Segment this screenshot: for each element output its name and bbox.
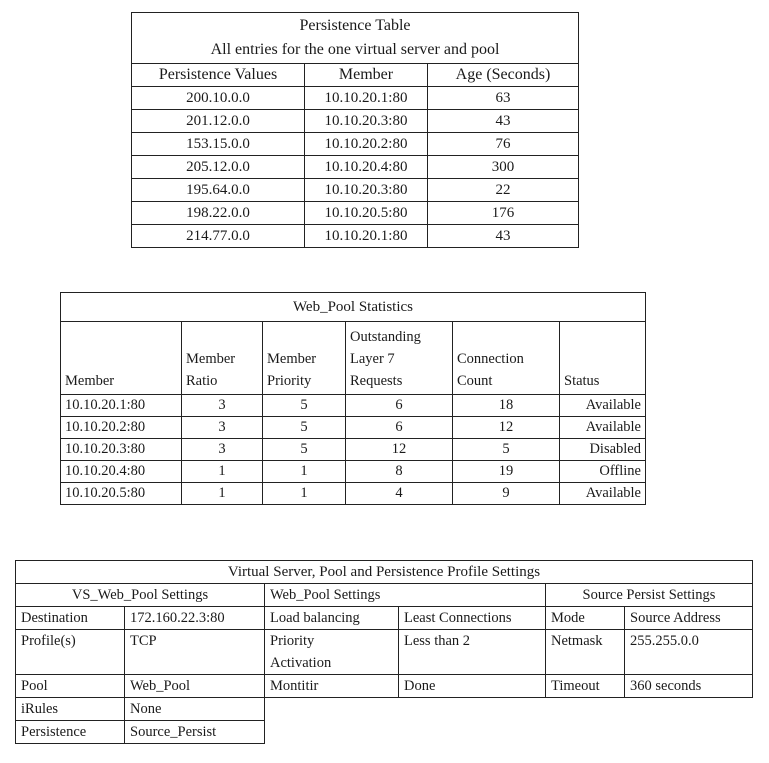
member-cell: 10.10.20.1:80 xyxy=(305,87,428,110)
member-cell: 10.10.20.5:80 xyxy=(61,483,182,505)
col-header-status xyxy=(560,322,646,395)
status-cell: Disabled xyxy=(560,439,646,461)
vs-settings-header: VS_Web_Pool Settings xyxy=(16,584,265,607)
outstanding-cell: 8 xyxy=(346,461,453,483)
persistence-value: 205.12.0.0 xyxy=(132,156,305,179)
col-header-member-ratio xyxy=(182,322,263,395)
profiles-value: TCP xyxy=(125,630,265,675)
ratio-cell: 3 xyxy=(182,417,263,439)
settings-table xyxy=(15,560,753,744)
mode-value: Source Address xyxy=(625,607,753,630)
priority-activation-label xyxy=(265,630,399,675)
persistence-value: Source_Persist xyxy=(125,721,265,744)
persistence-table xyxy=(131,12,579,248)
persistence-table-subtitle: All entries for the one virtual server and pool xyxy=(210,41,500,58)
col-header-text: Requests xyxy=(350,373,403,389)
status-cell: Available xyxy=(560,417,646,439)
col-header-status-text: Status xyxy=(564,373,600,389)
persistence-value: 201.12.0.0 xyxy=(132,110,305,133)
age-cell: 300 xyxy=(428,156,579,179)
col-header-age: Age (Seconds) xyxy=(428,64,579,87)
irules-value: None xyxy=(125,698,265,721)
table-row xyxy=(132,179,579,202)
load-balancing-value: Least Connections xyxy=(399,607,546,630)
status-cell: Offline xyxy=(560,461,646,483)
col-header-member-text: Member xyxy=(65,373,115,389)
col-header-member xyxy=(61,322,182,395)
col-header-text: Ratio xyxy=(186,373,218,389)
outstanding-cell: 6 xyxy=(346,395,453,417)
table-row xyxy=(132,133,579,156)
connection-cell: 19 xyxy=(453,461,560,483)
table-row xyxy=(132,225,579,248)
member-cell: 10.10.20.3:80 xyxy=(305,179,428,202)
col-header-member-priority xyxy=(263,322,346,395)
priority-cell: 1 xyxy=(263,461,346,483)
member-cell: 10.10.20.5:80 xyxy=(305,202,428,225)
col-header-outstanding-requests xyxy=(346,322,453,395)
irules-label: iRules xyxy=(16,698,125,721)
member-cell: 10.10.20.2:80 xyxy=(61,417,182,439)
ratio-cell: 1 xyxy=(182,461,263,483)
priority-cell: 1 xyxy=(263,483,346,505)
persistence-value: 200.10.0.0 xyxy=(132,87,305,110)
netmask-label: Netmask xyxy=(546,630,625,675)
col-header-text: Priority xyxy=(267,373,312,389)
monitor-label: Montitir xyxy=(265,675,399,698)
persistence-value: 153.15.0.0 xyxy=(132,133,305,156)
col-header-text: Connection xyxy=(457,351,524,367)
table-row xyxy=(132,156,579,179)
timeout-value: 360 seconds xyxy=(625,675,753,698)
pool-statistics-body xyxy=(61,395,646,505)
destination-label: Destination xyxy=(16,607,125,630)
table-row xyxy=(61,483,646,505)
outstanding-cell: 6 xyxy=(346,417,453,439)
table-row xyxy=(132,110,579,133)
persistence-label: Persistence xyxy=(16,721,125,744)
col-header-text: Outstanding xyxy=(350,329,421,345)
timeout-label: Timeout xyxy=(546,675,625,698)
settings-title: Virtual Server, Pool and Persistence Profile Settings xyxy=(16,561,753,584)
blank-cell xyxy=(265,721,753,744)
table-row xyxy=(132,87,579,110)
table-row xyxy=(61,395,646,417)
persistence-table-body xyxy=(132,87,579,248)
ratio-cell: 3 xyxy=(182,439,263,461)
connection-cell: 12 xyxy=(453,417,560,439)
age-cell: 76 xyxy=(428,133,579,156)
status-cell: Available xyxy=(560,395,646,417)
member-cell: 10.10.20.3:80 xyxy=(61,439,182,461)
status-cell: Available xyxy=(560,483,646,505)
priority-activation-label-line: Priority xyxy=(270,633,315,649)
table-row xyxy=(132,202,579,225)
table-row xyxy=(61,439,646,461)
col-header-connection-count xyxy=(453,322,560,395)
col-header-text: Member xyxy=(267,351,317,367)
pool-settings-header: Web_Pool Settings xyxy=(265,584,546,607)
age-cell: 176 xyxy=(428,202,579,225)
persist-settings-header: Source Persist Settings xyxy=(546,584,753,607)
pool-label: Pool xyxy=(16,675,125,698)
blank-cell xyxy=(265,698,753,721)
destination-value: 172.160.22.3:80 xyxy=(125,607,265,630)
outstanding-cell: 12 xyxy=(346,439,453,461)
member-cell: 10.10.20.3:80 xyxy=(305,110,428,133)
persistence-table-title xyxy=(132,13,579,64)
connection-cell: 9 xyxy=(453,483,560,505)
pool-value: Web_Pool xyxy=(125,675,265,698)
pool-statistics-table xyxy=(60,292,646,505)
age-cell: 43 xyxy=(428,225,579,248)
ratio-cell: 3 xyxy=(182,395,263,417)
priority-activation-value: Less than 2 xyxy=(399,630,546,675)
member-cell: 10.10.20.4:80 xyxy=(305,156,428,179)
col-header-text: Layer 7 xyxy=(350,351,395,367)
persistence-value: 214.77.0.0 xyxy=(132,225,305,248)
monitor-value: Done xyxy=(399,675,546,698)
priority-cell: 5 xyxy=(263,439,346,461)
mode-label: Mode xyxy=(546,607,625,630)
persistence-value: 195.64.0.0 xyxy=(132,179,305,202)
table-row xyxy=(61,417,646,439)
connection-cell: 18 xyxy=(453,395,560,417)
priority-cell: 5 xyxy=(263,395,346,417)
member-cell: 10.10.20.4:80 xyxy=(61,461,182,483)
ratio-cell: 1 xyxy=(182,483,263,505)
col-header-persistence-values: Persistence Values xyxy=(132,64,305,87)
member-cell: 10.10.20.1:80 xyxy=(61,395,182,417)
age-cell: 22 xyxy=(428,179,579,202)
load-balancing-label: Load balancing xyxy=(265,607,399,630)
table-row xyxy=(61,461,646,483)
persistence-table-heading: Persistence Table xyxy=(299,17,411,34)
connection-cell: 5 xyxy=(453,439,560,461)
pool-statistics-title: Web_Pool Statistics xyxy=(61,293,646,322)
age-cell: 63 xyxy=(428,87,579,110)
col-header-text: Member xyxy=(186,351,236,367)
netmask-value: 255.255.0.0 xyxy=(625,630,753,675)
priority-activation-label-line: Activation xyxy=(270,655,332,671)
persistence-value: 198.22.0.0 xyxy=(132,202,305,225)
age-cell: 43 xyxy=(428,110,579,133)
member-cell: 10.10.20.2:80 xyxy=(305,133,428,156)
member-cell: 10.10.20.1:80 xyxy=(305,225,428,248)
outstanding-cell: 4 xyxy=(346,483,453,505)
col-header-member: Member xyxy=(305,64,428,87)
col-header-text: Count xyxy=(457,373,493,389)
priority-cell: 5 xyxy=(263,417,346,439)
profiles-label: Profile(s) xyxy=(16,630,125,675)
